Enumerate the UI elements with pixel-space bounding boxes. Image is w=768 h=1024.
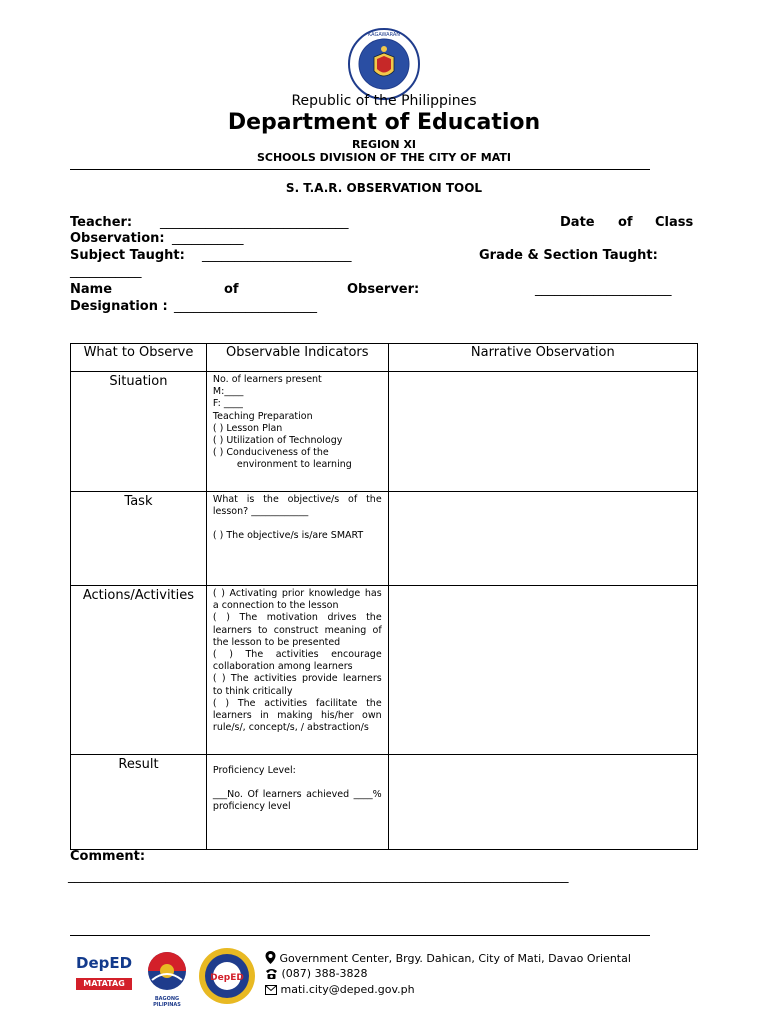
deped-seal-logo [347,27,421,101]
region-line: REGION XI [351,138,417,151]
address-text: Government Center, Brgy. Dahican, City of Mati, Davao Oriental [279,952,631,965]
table-row-task [71,492,698,586]
header-what-to-observe: What to Observe [71,344,207,372]
spacer [213,518,382,530]
narrative-result[interactable] [388,755,697,850]
checkbox-critical-thinking[interactable]: ( ) The activities provide learners to think critically [212,673,382,697]
narrative-actions[interactable] [388,586,697,755]
row-label-situation: Situation [71,372,207,492]
telephone-icon [265,968,278,979]
phone-text: (087) 388-3828 [281,967,368,980]
checkbox-smart[interactable]: ( ) The objective/s is/are SMART [212,530,364,542]
envelope-icon [265,985,277,995]
comment-field[interactable]: _____________________________________________________________________________ [68,869,569,884]
name-label-name: Name [70,282,113,297]
observation-label: Observation: [70,231,165,246]
indicators-actions [206,586,388,755]
designation-label: Designation : [70,299,168,314]
checkbox-facilitate[interactable]: ( ) The activities facilitate the learners in making his/her own rule/s/, concept/s, / abstraction/s [212,697,382,734]
indicator-line[interactable]: What is the objective/s of the lesson? ____________ [212,494,382,518]
teacher-label: Teacher: [70,215,133,230]
indicator-line: Teaching Preparation [212,410,313,422]
division-mati-seal-logo [198,947,256,1005]
checkbox-motivation[interactable]: ( ) The motivation drives the learners to construct meaning of the lesson to be presented [212,612,382,648]
svg-text:KAGAWARAN: KAGAWARAN [367,32,401,38]
checkbox-collaboration[interactable]: ( ) The activities encourage collaboration among learners [212,649,382,673]
indicator-line: Proficiency Level: [212,765,296,776]
row-label-actions: Actions/Activities [71,586,207,755]
subject-label: Subject Taught: [70,248,185,263]
indicators-situation [206,372,388,492]
name-label-of: of [224,282,239,297]
deped-matatag-logo: DepED MATATAG [76,954,133,988]
department-title: Department of Education [227,110,541,135]
republic-line: Republic of the Philippines [291,93,477,109]
division-line: SCHOOLS DIVISION OF THE CITY OF MATI [256,151,511,164]
bagong-pilipinas-emblem-icon [142,950,192,992]
indicator-line[interactable]: M:____ [212,386,244,398]
email-line [265,983,415,996]
teacher-field[interactable]: _____________________________ [160,215,349,230]
comment-label: Comment: [70,849,146,864]
svg-text:DepED: DepED [210,973,244,983]
spacer [213,777,382,789]
header-narrative-observation: Narrative Observation [388,344,697,372]
tool-title: S. T.A.R. OBSERVATION TOOL [285,181,483,195]
location-pin-icon [265,951,276,964]
indicators-task [206,492,388,586]
indicator-line[interactable]: F: ____ [212,398,243,410]
checkbox-prior-knowledge[interactable]: ( ) Activating prior knowledge has a connection to the lesson [212,588,382,612]
narrative-task[interactable] [388,492,697,586]
footer-divider [70,935,650,936]
subject-field[interactable]: _______________________ [202,248,352,263]
table-row-result [71,755,698,850]
observer-field[interactable]: _____________________ [535,282,672,297]
email-link[interactable]: mati.city@deped.gov.ph [280,983,415,996]
header-observable-indicators: Observable Indicators [206,344,388,372]
checkbox-lesson-plan[interactable]: ( ) Lesson Plan [212,422,283,434]
observation-table [70,343,698,850]
row-label-task: Task [71,492,207,586]
indicator-line: No. of learners present [212,374,322,385]
designation-field[interactable]: ______________________ [174,299,317,314]
narrative-situation[interactable] [388,372,697,492]
checkbox-technology[interactable]: ( ) Utilization of Technology [212,435,343,447]
date-label-of: of [618,215,633,230]
phone-line [265,967,368,980]
row-label-result: Result [71,755,207,850]
header-divider [70,169,650,170]
date-label-class: Class [655,215,694,230]
indicator-line: environment to learning [236,459,352,471]
name-label-observer: Observer: [347,282,420,297]
proficiency-field[interactable]: ___No. Of learners achieved ____% proficiency level [212,789,382,813]
table-row-actions [71,586,698,755]
table-row-situation [71,372,698,492]
address-line [265,951,631,965]
checkbox-conduciveness[interactable]: ( ) Conduciveness of the [212,447,329,459]
date-label-date: Date [560,215,595,230]
observation-date-field[interactable]: ___________ [172,231,244,246]
indicators-result [206,755,388,850]
grade-section-label: Grade & Section Taught: [479,248,658,263]
table-header-row [71,344,698,372]
bagong-pilipinas-logo: BAGONG PILIPINAS [142,950,192,1004]
grade-section-field[interactable]: ___________ [70,264,142,279]
